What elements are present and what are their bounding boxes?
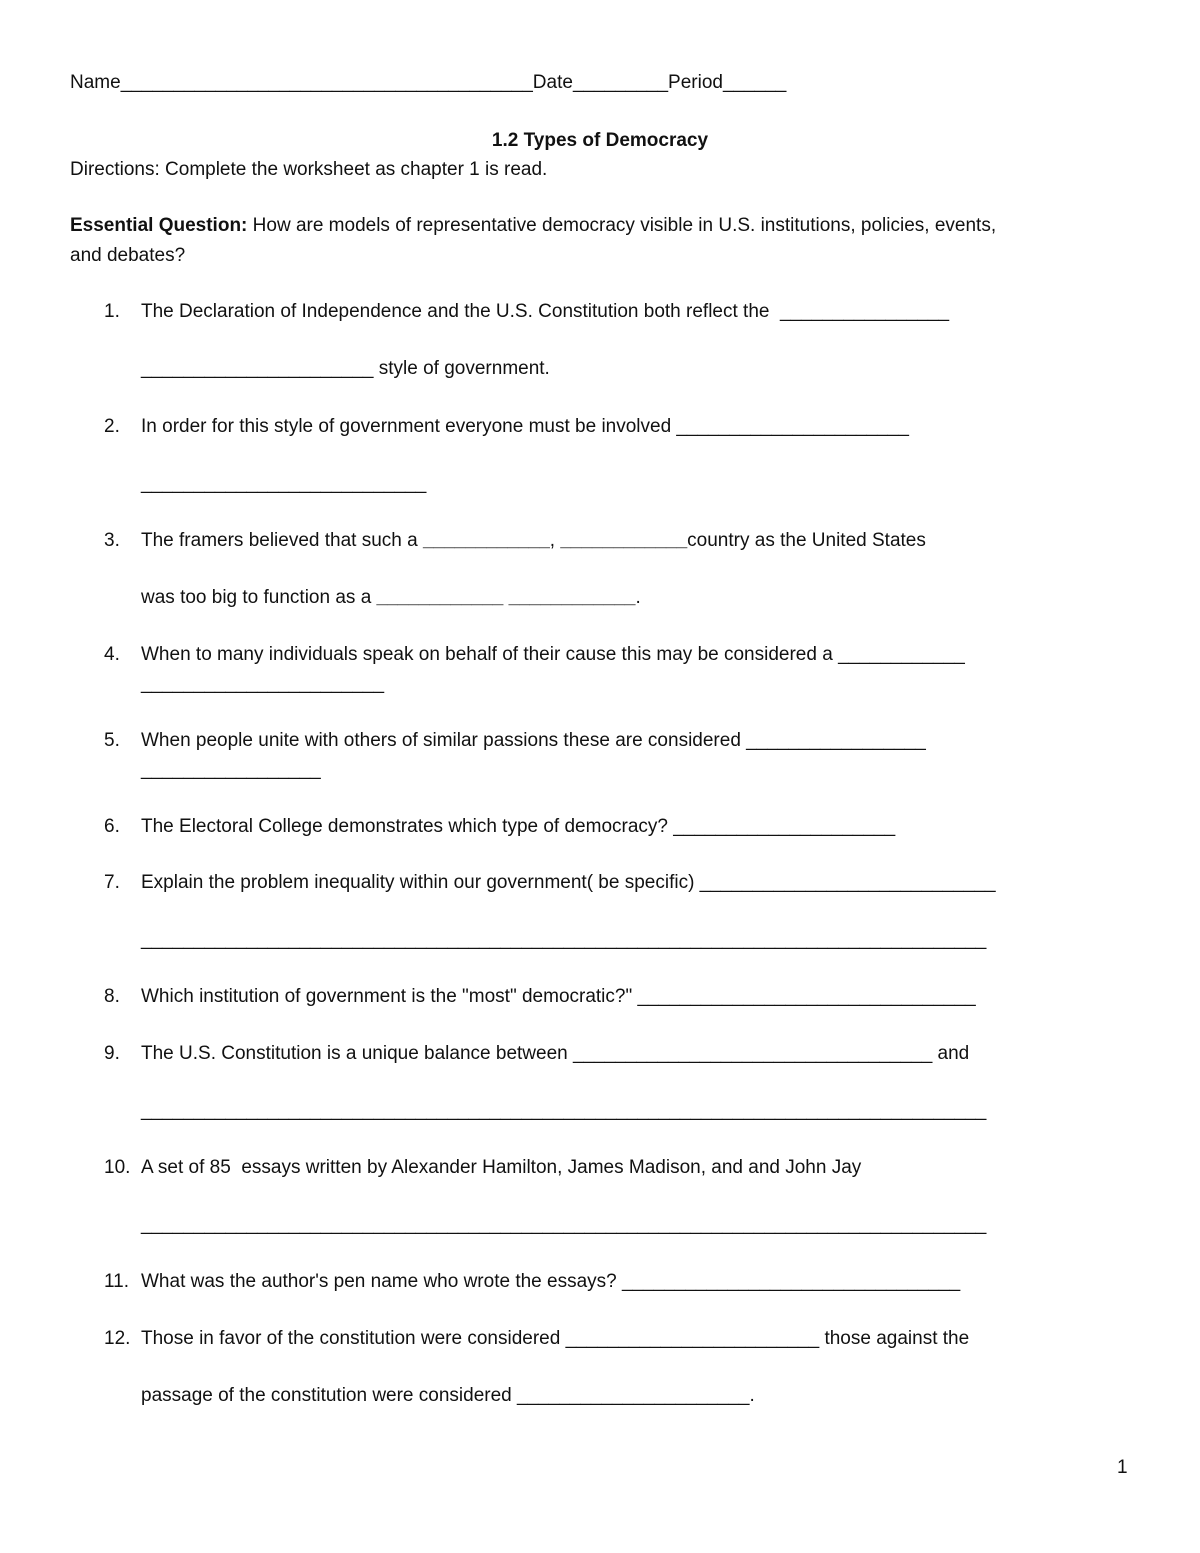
question-3-text-c: was too big to function as a xyxy=(141,587,377,608)
question-3-text-b: country as the United States xyxy=(687,530,926,551)
question-8-line-1[interactable]: Which institution of government is the "most" democratic?" ________________________________ xyxy=(141,986,976,1007)
directions-text: Directions: Complete the worksheet as chapter 1 is read. xyxy=(70,159,548,180)
question-1-line-2[interactable]: ______________________ style of government. xyxy=(141,358,550,379)
essential-question-label: Essential Question: xyxy=(70,215,248,236)
period-label: Period xyxy=(668,72,723,93)
question-3-blank-2[interactable]: ____________ xyxy=(560,530,688,551)
question-number-2: 2. xyxy=(104,416,120,437)
essential-question-text-1: How are models of representative democracy visible in U.S. institutions, policies, events, xyxy=(247,215,997,236)
name-field[interactable]: _______________________________________ xyxy=(120,72,533,93)
question-9-line-1[interactable]: The U.S. Constitution is a unique balance between __________________________________ and xyxy=(141,1043,970,1064)
question-5-line-1[interactable]: When people unite with others of similar passions these are considered _________________ xyxy=(141,730,926,751)
question-4-line-1[interactable]: When to many individuals speak on behalf of their cause this may be considered a ____________ xyxy=(141,644,965,665)
question-3-text-a: The framers believed that such a xyxy=(141,530,423,551)
period-field[interactable]: ______ xyxy=(722,72,787,93)
question-number-10: 10. xyxy=(104,1157,131,1178)
question-number-3: 3. xyxy=(104,530,120,551)
question-7-line-2[interactable]: ________________________________________________________________________________ xyxy=(141,929,987,950)
essential-question-text-2: and debates? xyxy=(70,245,186,266)
question-3-blank-1[interactable]: ____________ xyxy=(422,530,550,551)
question-5-line-2[interactable]: _________________ xyxy=(141,759,321,780)
question-4-line-2[interactable]: _______________________ xyxy=(141,673,385,694)
student-info-line xyxy=(70,72,786,94)
question-number-11: 11. xyxy=(104,1271,130,1292)
date-field[interactable]: _________ xyxy=(572,72,669,93)
question-3-line-1[interactable] xyxy=(141,530,926,552)
question-10-line-2[interactable]: ________________________________________________________________________________ xyxy=(141,1214,987,1235)
question-number-7: 7. xyxy=(104,872,120,893)
question-number-5: 5. xyxy=(104,730,120,751)
name-label: Name xyxy=(70,72,121,93)
question-9-line-2[interactable]: ________________________________________________________________________________ xyxy=(141,1100,987,1121)
question-10-line-1: A set of 85 essays written by Alexander Hamilton, James Madison, and and John Jay xyxy=(141,1157,862,1178)
question-number-4: 4. xyxy=(104,644,120,665)
question-12-line-2[interactable]: passage of the constitution were considered ______________________. xyxy=(141,1385,755,1406)
question-number-9: 9. xyxy=(104,1043,120,1064)
question-2-line-1[interactable]: In order for this style of government everyone must be involved ______________________ xyxy=(141,416,909,437)
question-2-line-2[interactable]: ___________________________ xyxy=(141,473,427,494)
question-number-8: 8. xyxy=(104,986,120,1007)
page-number: 1 xyxy=(1117,1457,1128,1478)
question-3-comma: , xyxy=(549,530,561,551)
question-number-6: 6. xyxy=(104,816,120,837)
question-3-blank-3[interactable]: ____________ ____________ xyxy=(376,587,636,608)
question-3-period: . xyxy=(635,587,641,608)
essential-question xyxy=(70,215,996,237)
question-1-line-1[interactable]: The Declaration of Independence and the U.S. Constitution both reflect the ________________ xyxy=(141,301,950,322)
question-number-12: 12. xyxy=(104,1328,131,1349)
question-11-line-1[interactable]: What was the author's pen name who wrote the essays? ________________________________ xyxy=(141,1271,961,1292)
question-7-line-1[interactable]: Explain the problem inequality within our government( be specific) ____________________________ xyxy=(141,872,996,893)
question-12-line-1[interactable]: Those in favor of the constitution were considered ________________________ those against the xyxy=(141,1328,970,1349)
question-3-line-2[interactable] xyxy=(141,587,641,609)
worksheet-title: 1.2 Types of Democracy xyxy=(491,130,709,151)
question-number-1: 1. xyxy=(104,301,120,322)
date-label: Date xyxy=(532,72,573,93)
question-6-line-1[interactable]: The Electoral College demonstrates which type of democracy? _____________________ xyxy=(141,816,896,837)
